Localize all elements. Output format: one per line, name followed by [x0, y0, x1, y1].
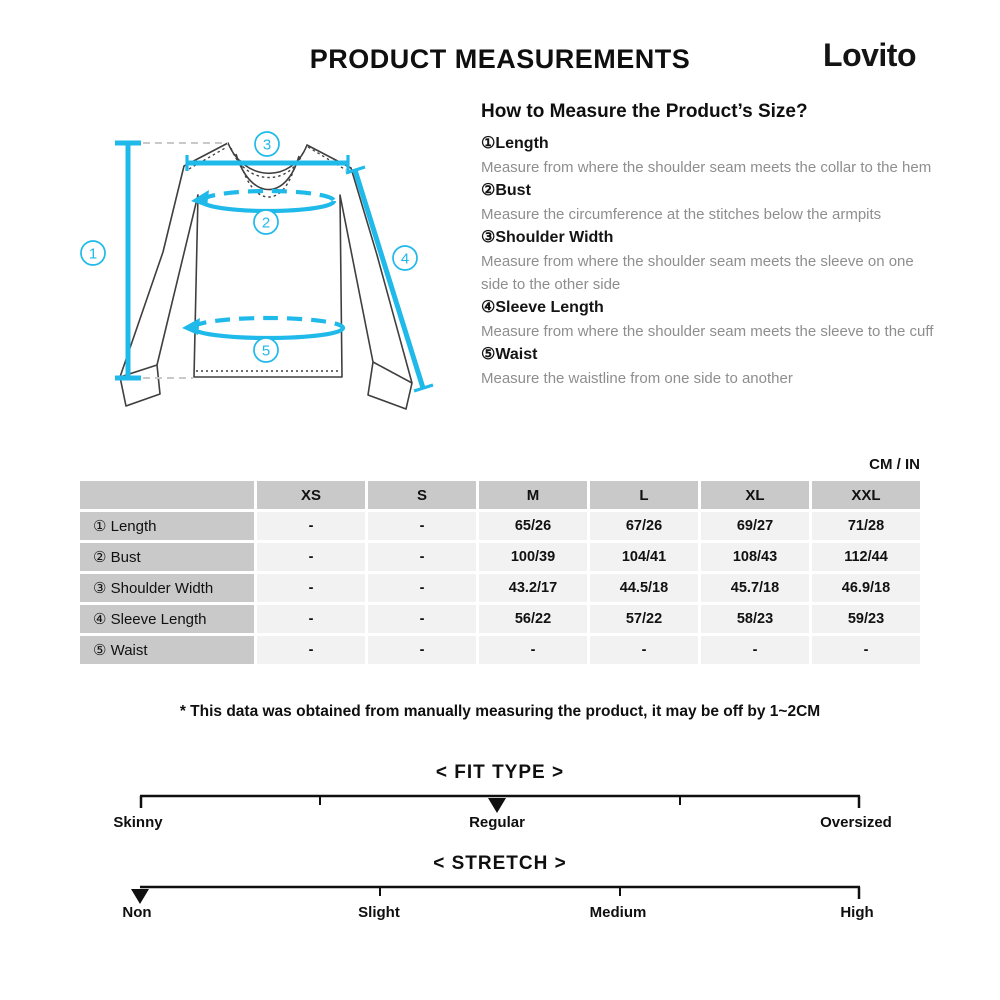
size-table: [80, 481, 920, 664]
instruction-item: [481, 296, 943, 343]
table-cell: -: [257, 543, 365, 571]
table-cell: 71/28: [812, 512, 920, 540]
stretch-label-high: High: [840, 904, 874, 921]
table-cell: -: [812, 636, 920, 664]
table-cell: 58/23: [701, 605, 809, 633]
table-cell: -: [368, 605, 476, 633]
fit-label-skinny: Skinny: [113, 814, 163, 831]
brand-logo: Lovito: [823, 37, 916, 73]
column-header-l: L: [590, 481, 698, 509]
table-cell: -: [257, 605, 365, 633]
instruction-desc: Measure from where the shoulder seam meets the sleeve to the cuff: [481, 323, 934, 340]
marker-2-bust: [254, 210, 278, 234]
instruction-label: ④Sleeve Length: [481, 299, 604, 316]
stretch-title: < STRETCH >: [433, 853, 567, 874]
row-label-sleeve-length: ④ Sleeve Length: [80, 605, 254, 633]
instruction-label: ⑤Waist: [481, 346, 538, 363]
svg-text:2: 2: [261, 214, 271, 232]
marker-1-length: [81, 241, 105, 265]
marker-5-waist: [254, 338, 278, 362]
table-cell: -: [368, 574, 476, 602]
instruction-item: [481, 179, 943, 226]
instruction-item: [481, 343, 943, 390]
table-cell: -: [701, 636, 809, 664]
stretch-marker: [131, 889, 149, 904]
svg-text:5: 5: [261, 342, 271, 360]
svg-text:4: 4: [400, 250, 410, 268]
table-cell: -: [590, 636, 698, 664]
marker-3-shoulder: [255, 132, 279, 156]
table-cell: -: [368, 636, 476, 664]
table-cell: 43.2/17: [479, 574, 587, 602]
row-label-waist: ⑤ Waist: [80, 636, 254, 664]
stretch-label-medium: Medium: [589, 904, 647, 921]
table-cell: -: [368, 543, 476, 571]
table-cell: 46.9/18: [812, 574, 920, 602]
table-corner-cell: [80, 481, 254, 509]
instruction-desc: Measure the circumference at the stitches below the armpits: [481, 206, 882, 223]
table-cell: -: [257, 636, 365, 664]
table-cell: 100/39: [479, 543, 587, 571]
svg-text:3: 3: [262, 136, 272, 154]
instruction-label: ①Length: [481, 135, 549, 152]
marker-4-sleeve: [393, 246, 417, 270]
sweater-outline: [120, 143, 412, 409]
table-cell: 108/43: [701, 543, 809, 571]
table-cell: 65/26: [479, 512, 587, 540]
page-title: PRODUCT MEASUREMENTS: [309, 44, 691, 74]
stretch-label-slight: Slight: [358, 904, 400, 921]
table-cell: -: [257, 574, 365, 602]
column-header-xl: XL: [701, 481, 809, 509]
instruction-desc: Measure from where the shoulder seam meets the collar to the hem: [481, 159, 932, 176]
fit-label-regular: Regular: [469, 814, 525, 831]
instruction-item: [481, 226, 943, 296]
row-label-bust: ② Bust: [80, 543, 254, 571]
column-header-s: S: [368, 481, 476, 509]
table-cell: 112/44: [812, 543, 920, 571]
instruction-item: [481, 132, 943, 179]
column-header-xs: XS: [257, 481, 365, 509]
column-header-xxl: XXL: [812, 481, 920, 509]
instruction-desc: Measure from where the shoulder seam meets the sleeve on one side to the other side: [481, 253, 914, 293]
table-cell: 56/22: [479, 605, 587, 633]
fit-label-oversized: Oversized: [820, 814, 892, 831]
table-cell: -: [257, 512, 365, 540]
table-cell: 69/27: [701, 512, 809, 540]
table-cell: 45.7/18: [701, 574, 809, 602]
instruction-desc: Measure the waistline from one side to another: [481, 370, 793, 387]
column-header-m: M: [479, 481, 587, 509]
table-cell: -: [368, 512, 476, 540]
table-cell: 59/23: [812, 605, 920, 633]
table-cell: 57/22: [590, 605, 698, 633]
fit-type-title: < FIT TYPE >: [435, 762, 565, 783]
stretch-label-non: Non: [122, 904, 152, 921]
sweater-measurement-diagram: [70, 100, 470, 450]
measurement-disclaimer: * This data was obtained from manually measuring the product, it may be off by 1~2CM: [179, 703, 821, 720]
table-cell: 44.5/18: [590, 574, 698, 602]
table-cell: 67/26: [590, 512, 698, 540]
instruction-label: ③Shoulder Width: [481, 229, 614, 246]
instruction-label: ②Bust: [481, 182, 531, 199]
table-cell: 104/41: [590, 543, 698, 571]
table-cell: -: [479, 636, 587, 664]
how-to-heading: How to Measure the Product’s Size?: [481, 101, 808, 122]
how-to-measure-section: [481, 101, 943, 390]
unit-label: CM / IN: [869, 456, 920, 473]
row-label-length: ① Length: [80, 512, 254, 540]
svg-text:1: 1: [88, 245, 98, 263]
fit-type-marker: [488, 798, 506, 813]
row-label-shoulder-width: ③ Shoulder Width: [80, 574, 254, 602]
